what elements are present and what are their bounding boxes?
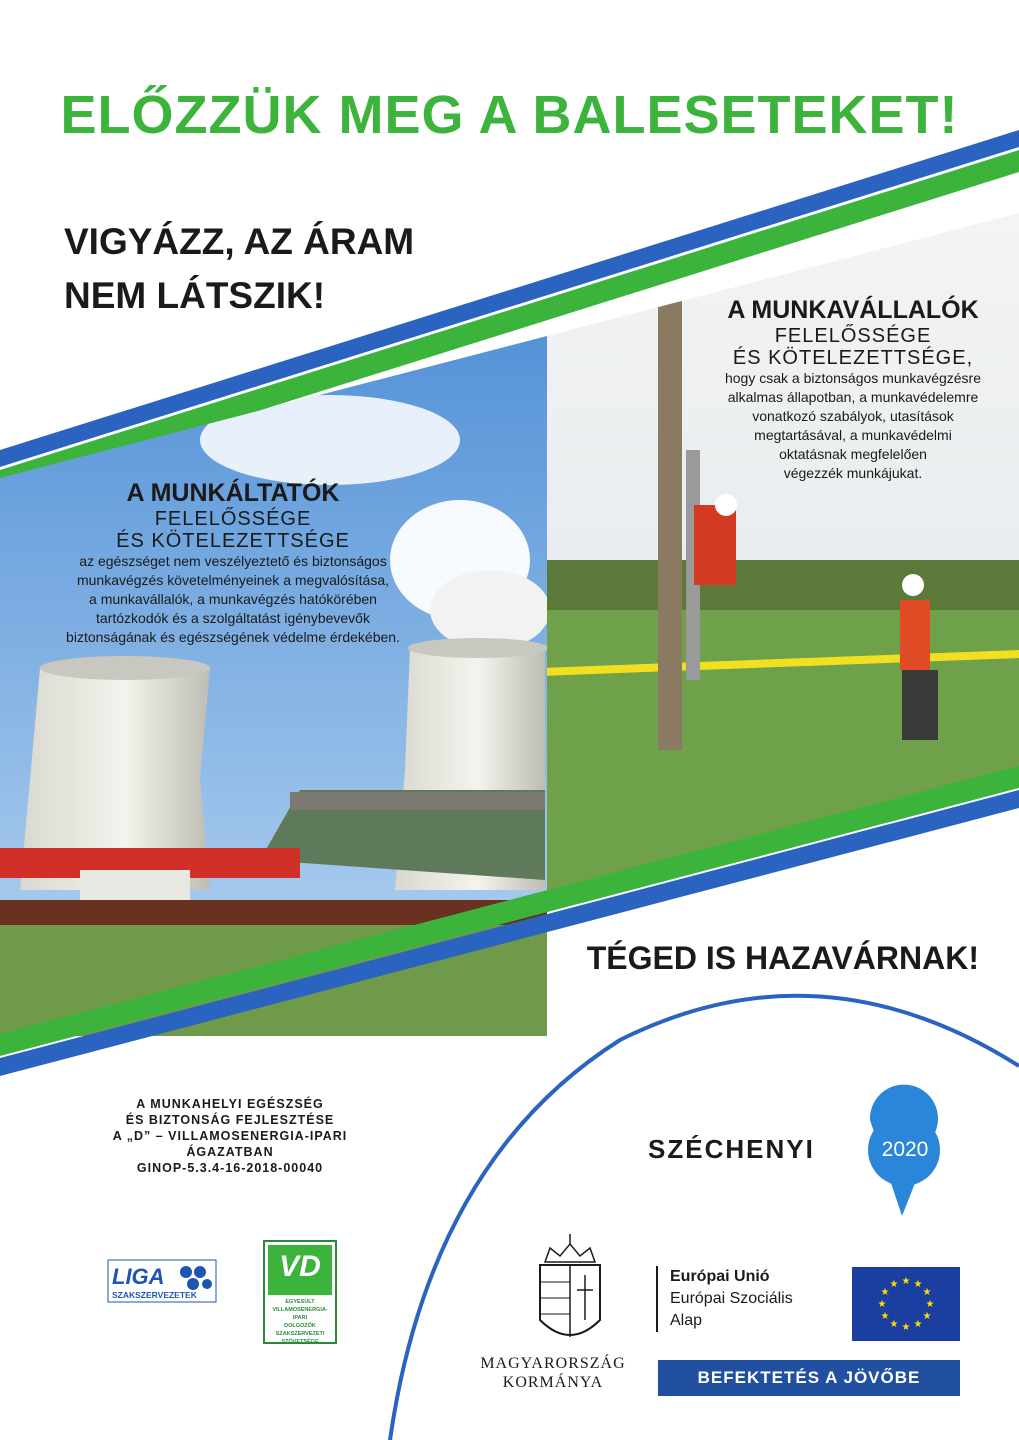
- svg-text:★: ★: [922, 1287, 932, 1298]
- employers-sub1: FELELŐSSÉGE: [154, 508, 312, 530]
- svg-text:★: ★: [889, 1319, 899, 1330]
- employers-heading: A MUNKÁLTATÓK: [126, 479, 340, 507]
- employers-body-line: az egészséget nem veszélyeztető és biztonságos: [79, 553, 387, 569]
- vd-logo-letters: VD: [279, 1250, 321, 1283]
- workers-sub1: FELELŐSSÉGE: [774, 325, 932, 347]
- workers-body-line: alkalmas állapotban, a munkavédelemre: [727, 389, 979, 405]
- employers-body-line: tartózkodók és a szolgáltatást igénybevevők: [96, 610, 370, 626]
- employers-body-line: biztonságának és egészségének védelme érdekében.: [66, 629, 400, 645]
- svg-text:★: ★: [877, 1299, 887, 1310]
- eu-stars: [852, 1267, 960, 1341]
- workers-sub2: ÉS KÖTELEZETTSÉGE,: [732, 347, 974, 369]
- project-line: A „D” – VILLAMOSENERGIA-IPARI: [112, 1129, 348, 1143]
- vd-line: SZAKSZERVEZETI: [275, 1331, 325, 1337]
- home-slogan: TÉGED IS HAZAVÁRNAK!: [586, 940, 979, 976]
- government-label: [478, 1354, 628, 1392]
- workers-body-line: végezzék munkájukat.: [783, 465, 923, 481]
- svg-text:★: ★: [880, 1287, 890, 1298]
- project-line: A MUNKAHELYI EGÉSZSÉG: [136, 1097, 324, 1111]
- invest-banner: BEFEKTETÉS A JÖVŐBE: [658, 1360, 960, 1396]
- vd-line: VILLAMOSENERGIA-IPARI: [272, 1307, 328, 1321]
- eu-line-3: Alap: [670, 1312, 703, 1329]
- coat-of-arms-icon: [540, 1234, 600, 1337]
- vd-line: SZÖVETSÉGE: [281, 1339, 319, 1345]
- svg-text:★: ★: [925, 1299, 935, 1310]
- svg-text:★: ★: [880, 1311, 890, 1322]
- svg-text:★: ★: [901, 1322, 911, 1333]
- vd-line: EGYESÜLT: [285, 1299, 315, 1305]
- vd-logo-text: [266, 1298, 334, 1346]
- government-line-2: KORMÁNYA: [502, 1374, 604, 1391]
- eu-label: [656, 1266, 793, 1332]
- employers-body-line: munkavégzés követelményeinek a megvalósítása,: [76, 572, 390, 588]
- svg-text:★: ★: [889, 1279, 899, 1290]
- page-title: ELŐZZÜK MEG A BALESETEKET!: [60, 85, 959, 145]
- svg-text:★: ★: [913, 1319, 923, 1330]
- workers-body-line: hogy csak a biztonságos munkavégzésre: [724, 370, 982, 386]
- workers-body-line: vonatkozó szabályok, utasítások: [752, 408, 954, 424]
- warning-heading: [64, 215, 414, 323]
- svg-text:★: ★: [922, 1311, 932, 1322]
- liga-name: LIGA: [112, 1264, 165, 1289]
- employers-sub2: ÉS KÖTELEZETTSÉGE: [116, 530, 350, 552]
- project-line: ÉS BIZTONSÁG FEJLESZTÉSE: [125, 1113, 335, 1127]
- workers-body-line: oktatásnak megfelelően: [779, 446, 927, 462]
- employers-block: [28, 478, 438, 647]
- vd-line: DOLGOZÓK: [284, 1323, 316, 1329]
- eu-line-2: Európai Szociális: [670, 1290, 793, 1307]
- project-line: ÁGAZATBAN: [186, 1145, 274, 1159]
- employers-body-line: a munkavállalók, a munkavégzés hatókörében: [89, 591, 377, 607]
- warning-line-1: VIGYÁZZ, AZ ÁRAM: [64, 221, 415, 262]
- workers-body-line: megtartásával, a munkavédelmi: [754, 427, 952, 443]
- project-info: [80, 1096, 380, 1176]
- warning-line-2: NEM LÁTSZIK!: [64, 275, 326, 316]
- project-line: GINOP-5.3.4-16-2018-00040: [136, 1161, 324, 1175]
- eu-stars-svg: [852, 1267, 960, 1341]
- liga-sub: SZAKSZERVEZETEK: [112, 1290, 197, 1300]
- workers-block: [688, 295, 1018, 483]
- svg-text:★: ★: [901, 1276, 911, 1287]
- eu-line-1: Európai Unió: [670, 1268, 770, 1285]
- szechenyi-year: 2020: [881, 1138, 929, 1161]
- szechenyi-name: SZÉCHENYI: [648, 1134, 815, 1164]
- workers-heading: A MUNKAVÁLLALÓK: [727, 296, 979, 324]
- svg-text:★: ★: [913, 1279, 923, 1290]
- government-line-1: MAGYARORSZÁG: [480, 1355, 626, 1372]
